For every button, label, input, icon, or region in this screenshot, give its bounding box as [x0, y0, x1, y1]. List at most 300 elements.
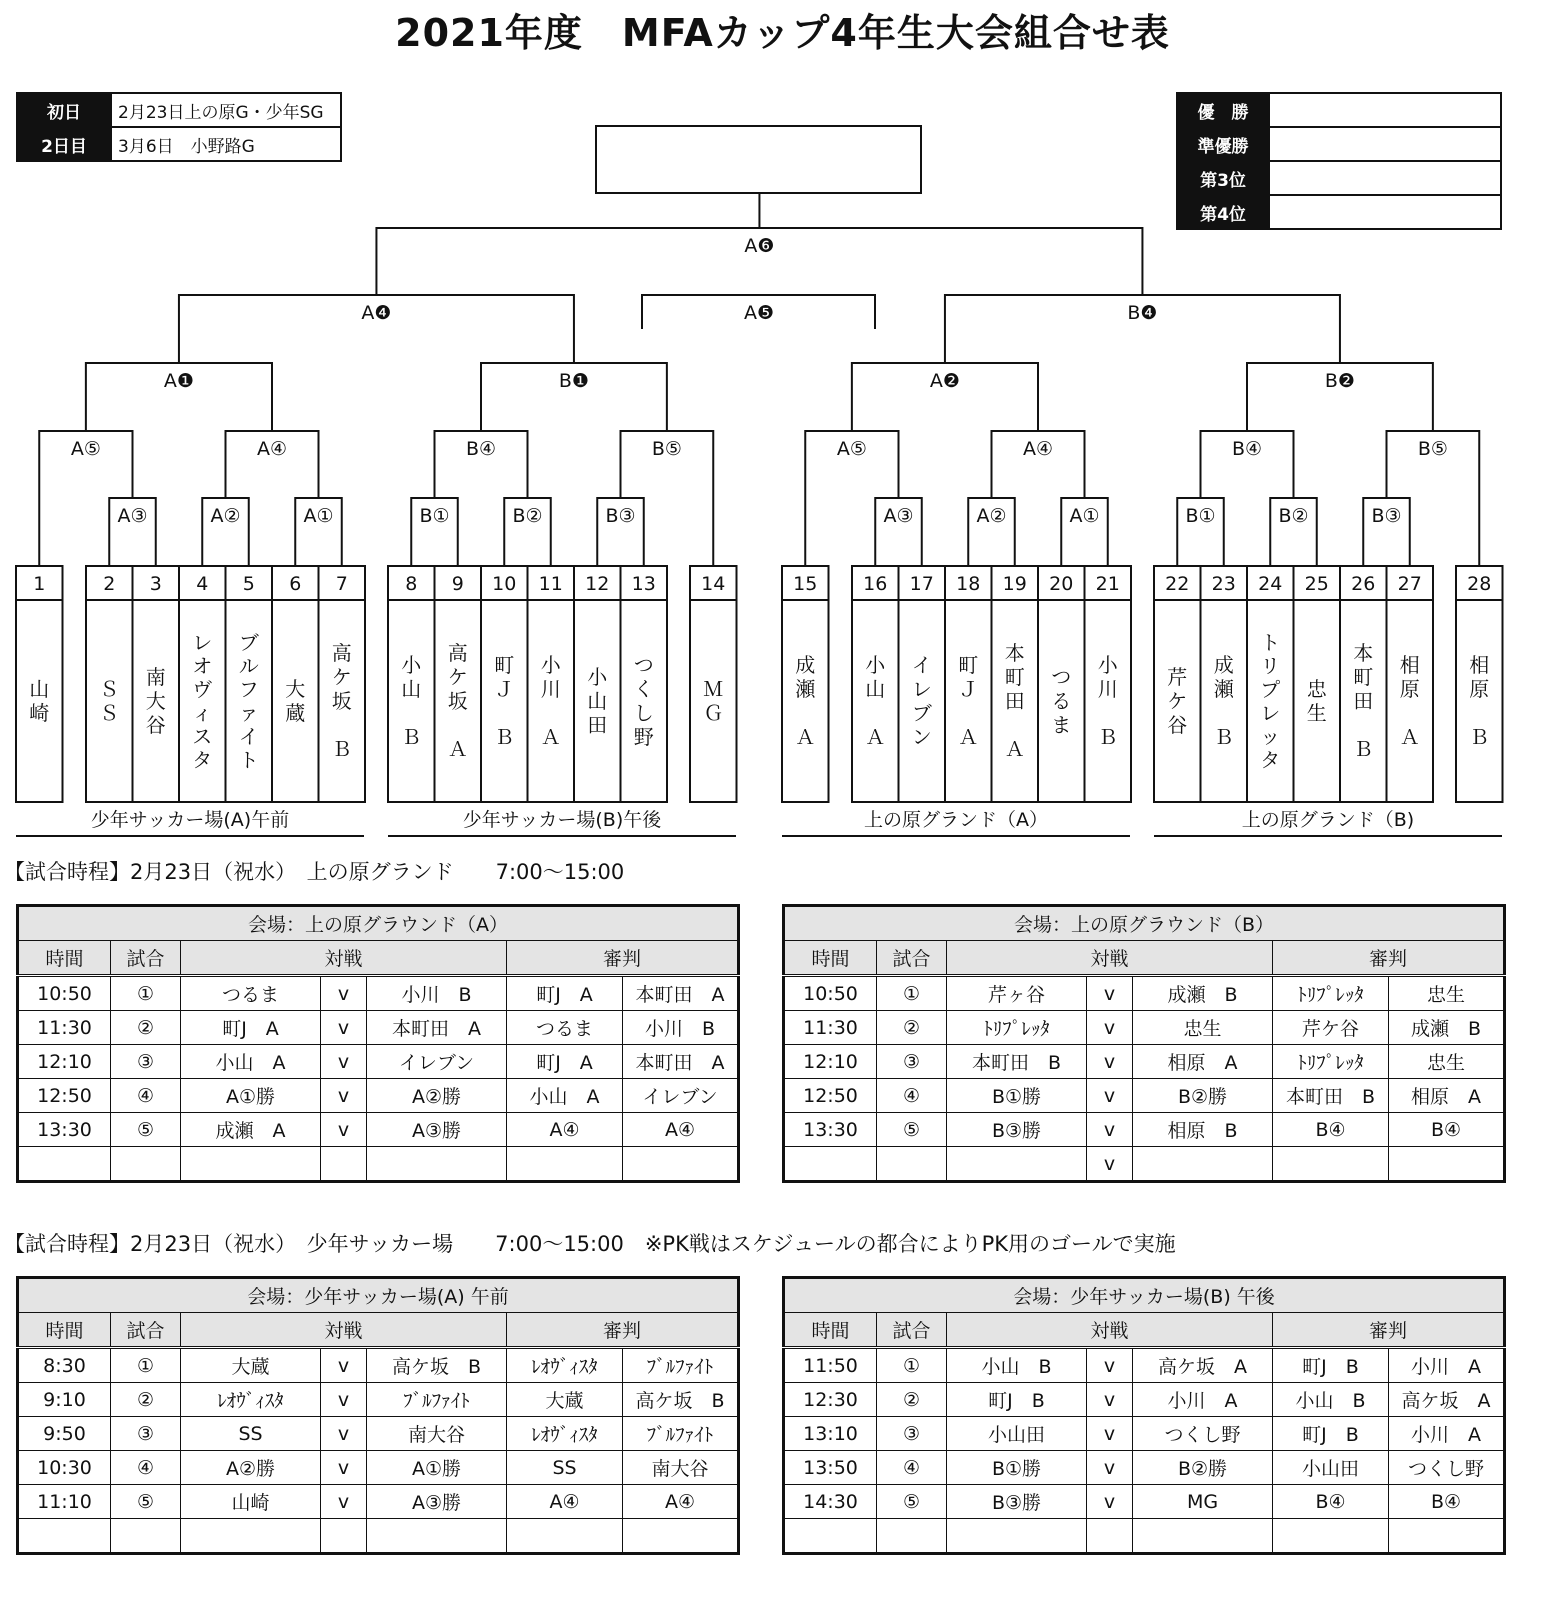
home-team-cell: SS	[181, 1417, 321, 1451]
team-name-char: レ	[1260, 700, 1281, 725]
venue-label: 少年サッカー場(B)午後	[462, 809, 662, 831]
match-label: B①	[1185, 505, 1216, 527]
versus-cell	[321, 1519, 367, 1554]
match-label: A❺	[743, 302, 775, 324]
team-number: 18	[956, 573, 981, 595]
team-name-char: 谷	[145, 713, 166, 737]
team-name-char: ケ	[331, 665, 352, 689]
time-cell: 9:50	[18, 1417, 111, 1451]
match-label: A❷	[929, 370, 960, 392]
time-cell: 11:10	[18, 1485, 111, 1519]
away-team-cell: 南大谷	[367, 1417, 507, 1451]
team-name-char: リ	[1260, 653, 1281, 678]
referee-cell: B④	[1389, 1485, 1505, 1519]
away-team-cell	[367, 1519, 507, 1554]
team-name-char: フ	[238, 677, 259, 702]
team-name-char: 高	[331, 641, 352, 665]
referee-cell: 小川 A	[1389, 1348, 1505, 1383]
team-name-char: 崎	[29, 701, 50, 725]
team-name-char: 瀬	[1213, 677, 1234, 701]
column-header-referee: 審判	[507, 941, 739, 976]
time-cell	[18, 1519, 111, 1554]
team-name-char: ま	[1051, 713, 1072, 737]
table-row	[784, 1417, 1505, 1451]
team-name-char: Ｂ	[331, 737, 352, 761]
time-cell: 10:50	[18, 976, 111, 1011]
versus-cell: v	[1087, 1147, 1133, 1182]
referee-cell: 高ケ坂 A	[1389, 1383, 1505, 1417]
match-label: A③	[883, 505, 914, 527]
table-row	[18, 1011, 739, 1045]
referee-cell: 高ケ坂 B	[623, 1383, 739, 1417]
time-cell: 13:10	[784, 1417, 877, 1451]
match-cell: ②	[111, 1011, 181, 1045]
time-cell: 11:30	[18, 1011, 111, 1045]
team-name-char: タ	[1260, 747, 1281, 772]
table-row	[18, 976, 739, 1011]
versus-cell: v	[1087, 1417, 1133, 1451]
team-number: 7	[335, 573, 348, 595]
time-cell: 10:50	[784, 976, 877, 1011]
home-team-cell: A①勝	[181, 1079, 321, 1113]
team-number: 13	[631, 573, 656, 595]
away-team-cell: 高ケ坂 A	[1133, 1348, 1273, 1383]
match-label: B④	[1231, 438, 1263, 460]
time-cell: 9:10	[18, 1383, 111, 1417]
away-team-cell: ﾌﾞﾙﾌｧｲﾄ	[367, 1383, 507, 1417]
time-cell	[18, 1147, 111, 1182]
table-row	[784, 1045, 1505, 1079]
home-team-cell: B①勝	[947, 1079, 1087, 1113]
referee-cell: 小川 A	[1389, 1417, 1505, 1451]
time-cell	[784, 1147, 877, 1182]
team-name-char: Ｊ	[958, 677, 979, 701]
team-name-char: 本	[1004, 641, 1025, 665]
team-name-char: Ｂ	[494, 725, 515, 749]
schedule-table	[782, 1276, 1506, 1555]
referee-cell	[1273, 1147, 1389, 1182]
match-label: B⑤	[1417, 438, 1448, 460]
referee-cell	[507, 1519, 623, 1554]
team-name-char: 田	[1353, 689, 1374, 713]
referee-cell: 忠生	[1389, 976, 1505, 1011]
team-name-char: ル	[238, 653, 259, 678]
match-cell: ②	[111, 1383, 181, 1417]
match-label: B②	[1278, 505, 1309, 527]
team-name-char: タ	[192, 747, 213, 772]
team-name-char: 谷	[1167, 713, 1188, 737]
home-team-cell: B①勝	[947, 1451, 1087, 1485]
venue-header: 会場：上の原グラウンド（B）	[784, 906, 1505, 941]
team-name-char: 瀬	[795, 677, 816, 701]
match-cell: ③	[111, 1417, 181, 1451]
referee-cell: つるま	[507, 1011, 623, 1045]
team-name-char: る	[1051, 689, 1072, 713]
team-name-char: ブ	[238, 630, 259, 655]
schedule-table	[16, 1276, 740, 1555]
column-header-time: 時間	[18, 1313, 111, 1348]
team-number: 5	[242, 573, 255, 595]
table-row	[784, 1383, 1505, 1417]
team-name-char: ス	[192, 724, 213, 749]
referee-cell: 大蔵	[507, 1383, 623, 1417]
referee-cell: A④	[507, 1485, 623, 1519]
referee-cell	[623, 1147, 739, 1182]
match-cell: ④	[877, 1451, 947, 1485]
table-row	[784, 1079, 1505, 1113]
team-name-char: Ｇ	[703, 701, 724, 725]
referee-cell: B④	[1389, 1113, 1505, 1147]
versus-cell: v	[321, 1417, 367, 1451]
time-cell: 11:30	[784, 1011, 877, 1045]
away-team-cell: 忠生	[1133, 1011, 1273, 1045]
venue-label: 上の原グランド（A）	[864, 809, 1048, 831]
home-team-cell: 小山 A	[181, 1045, 321, 1079]
team-name-char: ブ	[911, 701, 932, 725]
team-name-char: 南	[145, 665, 166, 689]
referee-cell: B④	[1273, 1485, 1389, 1519]
referee-cell: A④	[623, 1113, 739, 1147]
match-label: B❹	[1127, 302, 1158, 324]
time-cell: 12:10	[18, 1045, 111, 1079]
column-header-referee: 審判	[1273, 1313, 1505, 1348]
team-name-char: つ	[1051, 665, 1072, 689]
team-name-char: 山	[587, 689, 608, 713]
team-number: 14	[701, 573, 726, 595]
team-name-char: 本	[1353, 641, 1374, 665]
team-name-char: 生	[1306, 701, 1327, 725]
team-number: 2	[103, 573, 116, 595]
column-header-match: 試合	[111, 1313, 181, 1348]
schedule-heading: 【試合時程】2月23日（祝水） 上の原グランド 7:00～15:00	[4, 860, 625, 884]
away-team-cell: A②勝	[367, 1079, 507, 1113]
team-name-char: 大	[145, 689, 166, 713]
away-team-cell: 本町田 A	[367, 1011, 507, 1045]
home-team-cell: A②勝	[181, 1451, 321, 1485]
team-number: 15	[793, 573, 818, 595]
team-name-char: つ	[633, 653, 654, 677]
versus-cell: v	[1087, 1113, 1133, 1147]
team-name-char: プ	[1260, 677, 1281, 702]
match-label: B⑤	[651, 438, 682, 460]
team-name-char: ト	[238, 747, 259, 772]
table-row	[18, 1113, 739, 1147]
versus-cell: v	[321, 1011, 367, 1045]
team-number: 11	[538, 573, 563, 595]
team-name-char: レ	[911, 677, 932, 701]
versus-cell: v	[321, 1383, 367, 1417]
table-row	[784, 1485, 1505, 1519]
away-team-cell	[1133, 1147, 1273, 1182]
team-number: 8	[405, 573, 418, 595]
time-cell: 13:30	[784, 1113, 877, 1147]
referee-cell: 芹ケ谷	[1273, 1011, 1389, 1045]
column-header-referee: 審判	[507, 1313, 739, 1348]
team-name-char: 田	[587, 713, 608, 737]
versus-cell: v	[1087, 1011, 1133, 1045]
match-cell	[111, 1519, 181, 1554]
team-number: 6	[289, 573, 302, 595]
referee-cell: イレブン	[623, 1079, 739, 1113]
home-team-cell: 小山田	[947, 1417, 1087, 1451]
match-label: A❹	[361, 302, 392, 324]
time-cell: 12:30	[784, 1383, 877, 1417]
team-name-char: 相	[1399, 653, 1420, 677]
match-cell: ③	[111, 1045, 181, 1079]
match-cell: ⑤	[877, 1485, 947, 1519]
versus-cell: v	[1087, 1485, 1133, 1519]
home-team-cell: ﾄﾘﾌﾟﾚｯﾀ	[947, 1011, 1087, 1045]
team-number: 28	[1467, 573, 1492, 595]
table-row	[784, 976, 1505, 1011]
team-number: 16	[863, 573, 888, 595]
team-name-char: Ａ	[540, 725, 561, 749]
versus-cell: v	[1087, 1079, 1133, 1113]
day-label: 初日	[17, 93, 111, 127]
match-label: B③	[605, 505, 636, 527]
match-label: B④	[465, 438, 497, 460]
team-name-char: 大	[285, 677, 306, 701]
column-header-versus: 対戦	[181, 941, 507, 976]
column-header-referee: 審判	[1273, 941, 1505, 976]
team-number: 3	[149, 573, 162, 595]
team-number: 22	[1165, 573, 1190, 595]
versus-cell: v	[1087, 1348, 1133, 1383]
referee-cell: ﾄﾘﾌﾟﾚｯﾀ	[1273, 976, 1389, 1011]
team-number: 24	[1258, 573, 1283, 595]
team-name-char: Ｂ	[401, 725, 422, 749]
away-team-cell: 相原 B	[1133, 1113, 1273, 1147]
team-number: 9	[451, 573, 464, 595]
home-team-cell: 町J B	[947, 1383, 1087, 1417]
table-row	[784, 1147, 1505, 1182]
table-row	[784, 1451, 1505, 1485]
team-name-char: 坂	[331, 689, 352, 713]
team-name-char: 小	[865, 653, 886, 677]
match-label: B②	[512, 505, 543, 527]
home-team-cell	[181, 1147, 321, 1182]
team-name-char: 町	[1004, 665, 1025, 689]
referee-cell: ﾌﾞﾙﾌｧｲﾄ	[623, 1417, 739, 1451]
schedule-table	[16, 904, 740, 1183]
referee-cell: 本町田 A	[623, 1045, 739, 1079]
team-name-char: 蔵	[285, 701, 306, 725]
team-name-char: 町	[494, 653, 515, 677]
team-name-char: 芹	[1167, 665, 1188, 689]
versus-cell	[321, 1147, 367, 1182]
table-row	[784, 1519, 1505, 1554]
away-team-cell: 小川 A	[1133, 1383, 1273, 1417]
team-number: 4	[196, 573, 209, 595]
table-row	[18, 1348, 739, 1383]
away-team-cell: 高ケ坂 B	[367, 1348, 507, 1383]
team-number: 26	[1351, 573, 1376, 595]
team-name-char: 田	[1004, 689, 1025, 713]
table-row	[784, 1011, 1505, 1045]
versus-cell: v	[321, 1485, 367, 1519]
column-header-match: 試合	[111, 941, 181, 976]
versus-cell	[1087, 1519, 1133, 1554]
match-cell: ①	[877, 976, 947, 1011]
time-cell: 14:30	[784, 1485, 877, 1519]
team-name-char: オ	[192, 653, 213, 678]
table-row	[784, 1348, 1505, 1383]
team-name-char: 町	[1353, 665, 1374, 689]
team-name-char: Ａ	[447, 737, 468, 761]
team-name-char: 小	[401, 653, 422, 677]
team-name-char: Ｊ	[494, 677, 515, 701]
match-label: A❻	[744, 235, 775, 257]
match-label: B❶	[558, 370, 589, 392]
team-name-char: Ｂ	[1097, 725, 1118, 749]
versus-cell: v	[1087, 1045, 1133, 1079]
column-header-time: 時間	[784, 1313, 877, 1348]
team-number: 20	[1049, 573, 1074, 595]
referee-cell	[623, 1519, 739, 1554]
team-number: 1	[33, 573, 46, 595]
team-name-char: 山	[29, 677, 50, 701]
home-team-cell: ﾚｵｳﾞｨｽﾀ	[181, 1383, 321, 1417]
time-cell: 12:50	[784, 1079, 877, 1113]
referee-cell: ﾚｵｳﾞｨｽﾀ	[507, 1348, 623, 1383]
team-name-char: 高	[447, 641, 468, 665]
table-row	[784, 1113, 1505, 1147]
schedule-table	[782, 904, 1506, 1183]
team-number: 17	[909, 573, 934, 595]
day-value: 2月23日上の原G・少年SG	[111, 93, 341, 127]
day-label: 2日目	[17, 127, 111, 161]
match-cell: ④	[111, 1451, 181, 1485]
team-name-char: Ｍ	[703, 677, 724, 701]
match-cell: ①	[111, 976, 181, 1011]
column-header-versus: 対戦	[947, 941, 1273, 976]
home-team-cell: 小山 B	[947, 1348, 1087, 1383]
match-label: A④	[256, 438, 288, 460]
team-name-char: Ａ	[1004, 737, 1025, 761]
versus-cell: v	[321, 1451, 367, 1485]
match-label: A❶	[163, 370, 194, 392]
home-team-cell: 山崎	[181, 1485, 321, 1519]
team-name-char: 原	[1469, 677, 1490, 701]
home-team-cell: 芹ヶ谷	[947, 976, 1087, 1011]
away-team-cell	[367, 1147, 507, 1182]
match-cell: ①	[111, 1348, 181, 1383]
match-label: A①	[303, 505, 334, 527]
match-label: B③	[1371, 505, 1402, 527]
team-name-char: ッ	[1260, 724, 1281, 749]
team-number: 25	[1304, 573, 1329, 595]
match-label: B❷	[1324, 370, 1355, 392]
match-cell: ②	[877, 1011, 947, 1045]
table-row	[18, 1485, 739, 1519]
team-name-char: Ａ	[795, 725, 816, 749]
match-label: A④	[1022, 438, 1054, 460]
match-cell: ③	[877, 1417, 947, 1451]
time-cell: 11:50	[784, 1348, 877, 1383]
referee-cell: 町J B	[1273, 1417, 1389, 1451]
home-team-cell: 町J A	[181, 1011, 321, 1045]
table-row	[18, 1079, 739, 1113]
team-name-char: Ｂ	[1353, 737, 1374, 761]
match-label: B①	[419, 505, 450, 527]
column-header-time: 時間	[784, 941, 877, 976]
rank-label: 第4位	[1177, 195, 1269, 229]
team-name-char: Ｂ	[1469, 725, 1490, 749]
team-name-char: 成	[795, 653, 816, 677]
team-name-char: Ａ	[958, 725, 979, 749]
referee-cell	[1273, 1519, 1389, 1554]
team-name-char: レ	[192, 630, 213, 655]
champion-box	[596, 126, 921, 193]
time-cell: 10:30	[18, 1451, 111, 1485]
referee-cell: 小山 B	[1273, 1383, 1389, 1417]
referee-cell: ﾚｵｳﾞｨｽﾀ	[507, 1417, 623, 1451]
venue-header: 会場：少年サッカー場(B) 午後	[784, 1278, 1505, 1313]
referee-cell: 町J A	[507, 976, 623, 1011]
match-cell	[877, 1147, 947, 1182]
venue-header: 会場：上の原グラウンド（A）	[18, 906, 739, 941]
team-name-char: ン	[911, 725, 932, 749]
match-cell	[111, 1147, 181, 1182]
referee-cell: 相原 A	[1389, 1079, 1505, 1113]
away-team-cell: A①勝	[367, 1451, 507, 1485]
referee-cell: 小川 B	[623, 1011, 739, 1045]
referee-cell	[1389, 1147, 1505, 1182]
team-name-char: ケ	[447, 665, 468, 689]
team-number: 19	[1002, 573, 1027, 595]
schedule-heading: 【試合時程】2月23日（祝水） 少年サッカー場 7:00～15:00 ※PK戦はスケジュールの都合によりPK用のゴールで実施	[4, 1232, 1176, 1256]
team-name-char: 小	[1097, 653, 1118, 677]
column-header-versus: 対戦	[181, 1313, 507, 1348]
referee-cell: ﾌﾞﾙﾌｧｲﾄ	[623, 1348, 739, 1383]
match-label: A③	[117, 505, 148, 527]
match-cell: ④	[877, 1079, 947, 1113]
away-team-cell: 小川 B	[367, 976, 507, 1011]
versus-cell: v	[1087, 1383, 1133, 1417]
away-team-cell: B②勝	[1133, 1079, 1273, 1113]
column-header-match: 試合	[877, 941, 947, 976]
away-team-cell: MG	[1133, 1485, 1273, 1519]
match-cell	[877, 1519, 947, 1554]
venue-header: 会場：少年サッカー場(A) 午前	[18, 1278, 739, 1313]
time-cell: 13:30	[18, 1113, 111, 1147]
table-row	[18, 1519, 739, 1554]
team-name-char: 川	[1097, 677, 1118, 701]
match-cell: ⑤	[877, 1113, 947, 1147]
away-team-cell: A③勝	[367, 1113, 507, 1147]
home-team-cell: B③勝	[947, 1113, 1087, 1147]
table-row	[18, 1451, 739, 1485]
team-name-char: 山	[865, 677, 886, 701]
match-label: A⑤	[70, 438, 101, 460]
table-row	[18, 1383, 739, 1417]
rank-label: 準優勝	[1177, 127, 1269, 161]
referee-cell	[1389, 1519, 1505, 1554]
team-name-char: 山	[401, 677, 422, 701]
home-team-cell	[947, 1147, 1087, 1182]
referee-cell: 成瀬 B	[1389, 1011, 1505, 1045]
team-name-char: 忠	[1306, 677, 1327, 701]
team-name-char: ァ	[238, 700, 259, 725]
table-row	[18, 1417, 739, 1451]
team-name-char: 成	[1213, 653, 1234, 677]
day-value: 3月6日 小野路G	[111, 127, 341, 161]
team-name-char: イ	[911, 653, 932, 677]
referee-cell: 忠生	[1389, 1045, 1505, 1079]
team-name-char: く	[633, 677, 654, 701]
team-name-char: 小	[540, 653, 561, 677]
team-number: 21	[1095, 573, 1120, 595]
